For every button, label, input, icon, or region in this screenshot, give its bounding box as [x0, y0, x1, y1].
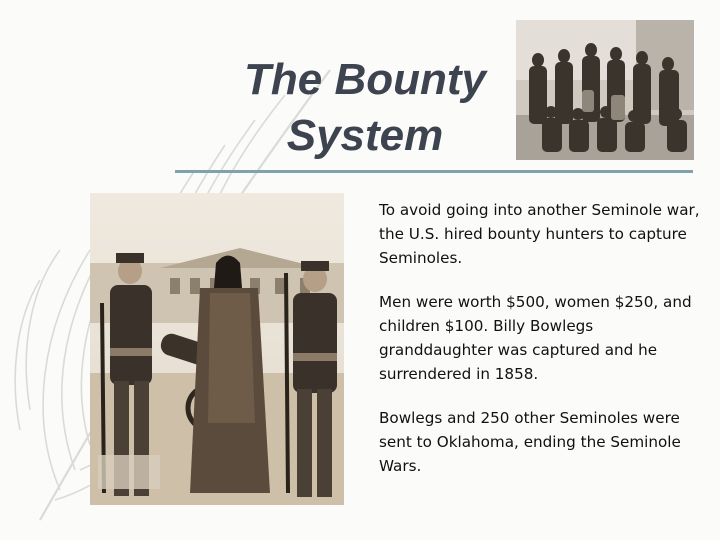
title-divider [175, 170, 693, 173]
group-photo [516, 20, 694, 160]
paragraph-3: Bowlegs and 250 other Seminoles were sent to Oklahoma, ending the Seminole Wars. [379, 409, 681, 475]
paragraph-1: To avoid going into another Seminole war, the U.S. hired bounty hunters to capture Seminoles. [379, 201, 700, 267]
paragraph-2: Men were worth $500, women $250, and children $100. Billy Bowlegs granddaughter was captured and he surrendered in 1858. [379, 293, 692, 383]
soldiers-photo [90, 193, 344, 505]
slide-title [200, 52, 530, 164]
title-line-2: System [286, 111, 444, 160]
title-line-1: The Bounty [244, 55, 486, 104]
body-text [379, 198, 704, 498]
